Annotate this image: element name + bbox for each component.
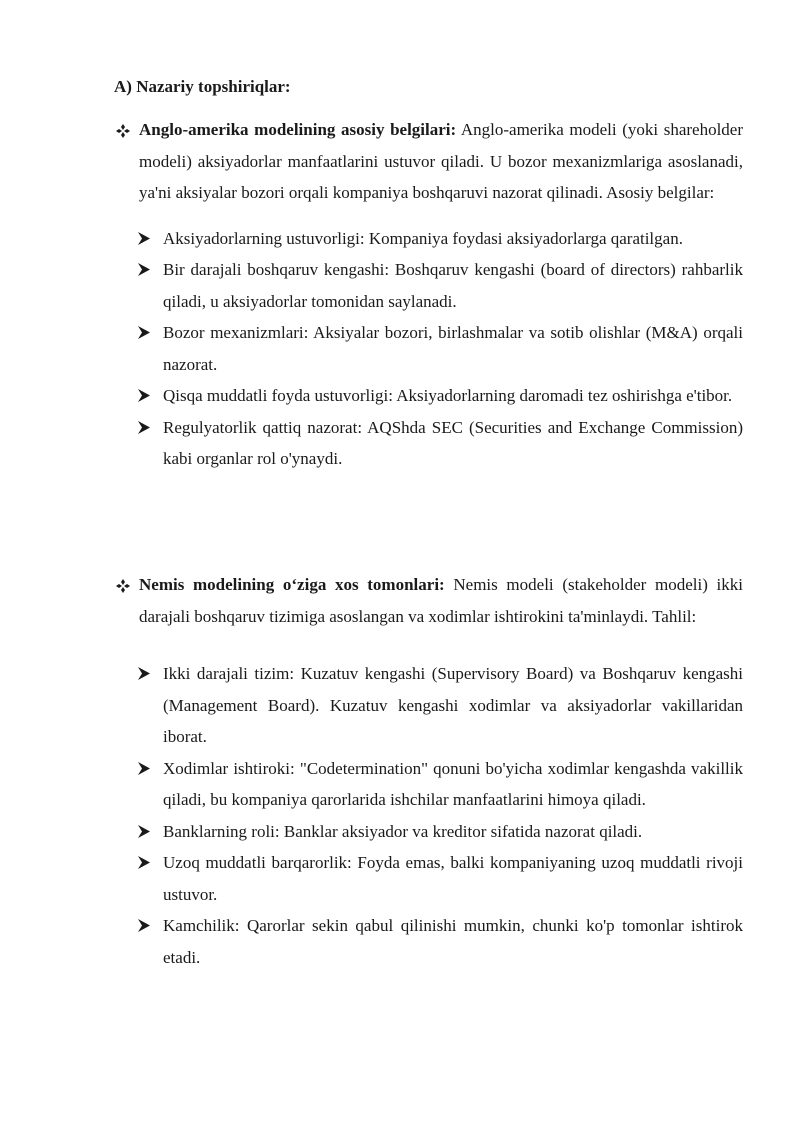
arrowhead-icon (138, 232, 150, 245)
section-paragraph (114, 114, 743, 209)
list-item (114, 380, 743, 412)
arrowhead-icon (138, 667, 150, 680)
list-item-text: Aksiyadorlarning ustuvorligi: Kompaniya foydasi aksiyadorlarga qaratilgan. (163, 228, 683, 248)
list-item-text: Bir darajali boshqaruv kengashi: Boshqaruv kengashi (board of directors) rahbarlik qiladi, u aksiyadorlar tomonidan saylanadi. (163, 260, 743, 311)
list-item (114, 816, 743, 848)
bullet-list (114, 658, 743, 973)
diamond-cluster-icon (116, 579, 130, 593)
arrowhead-icon (138, 825, 150, 838)
list-item-text: Xodimlar ishtiroki: "Codetermination" qonuni bo'yicha xodimlar kengashda vakillik qiladi, bu kompaniya qarorlarida ishchilar manfaatlarini himoya qiladi. (163, 758, 743, 809)
list-item (114, 753, 743, 816)
arrowhead-icon (138, 856, 150, 869)
section-paragraph (114, 569, 743, 632)
list-item (114, 910, 743, 973)
arrowhead-icon (138, 263, 150, 276)
list-item (114, 254, 743, 317)
list-item (114, 847, 743, 910)
arrowhead-icon (138, 326, 150, 339)
section-title: Nemis modelining o‘ziga xos tomonlari: (139, 575, 445, 594)
section-intro-text: Anglo-amerika modeli (yoki shareholder modeli) aksiyadorlar manfaatlarini ustuvor qiladi. U bozor mexanizmlariga asoslanadi, ya'ni aksiyalar bozori orqali kompaniya boshqaruvi nazorat qilinadi. Asosiy belgilar: (139, 120, 743, 202)
list-item (114, 658, 743, 753)
arrowhead-icon (138, 919, 150, 932)
section-german (114, 569, 743, 973)
section-title: Anglo-amerika modelining asosiy belgilari: (139, 120, 457, 139)
diamond-cluster-icon (116, 124, 130, 138)
section-anglo-american (114, 114, 743, 475)
list-item-text: Uzoq muddatli barqarorlik: Foyda emas, balki kompaniyaning uzoq muddatli rivoji ustuvor. (163, 853, 743, 904)
section-intro-text: Nemis modeli (stakeholder modeli) ikki darajali boshqaruv tizimiga asoslangan va xodimlar ishtirokini ta'minlaydi. Tahlil: (139, 575, 743, 626)
bullet-list (114, 223, 743, 475)
arrowhead-icon (138, 389, 150, 402)
list-item-text: Ikki darajali tizim: Kuzatuv kengashi (Supervisory Board) va Boshqaruv kengashi (Management Board). Kuzatuv kengashi xodimlar va aksiyadorlar vakillaridan iborat. (163, 664, 743, 746)
list-item-text: Bozor mexanizmlari: Aksiyalar bozori, birlashmalar va sotib olishlar (M&A) orqali nazorat. (163, 323, 743, 374)
arrowhead-icon (138, 421, 150, 434)
list-item-text: Banklarning roli: Banklar aksiyador va kreditor sifatida nazorat qiladi. (163, 821, 643, 841)
list-item-text: Regulyatorlik qattiq nazorat: AQShda SEC (Securities and Exchange Commission) kabi organlar rol o'ynaydi. (163, 417, 743, 468)
list-item (114, 223, 743, 255)
list-item-text: Kamchilik: Qarorlar sekin qabul qilinishi mumkin, chunki ko'p tomonlar ishtirok etadi. (163, 916, 743, 967)
list-item-text: Qisqa muddatli foyda ustuvorligi: Aksiyadorlarning daromadi tez oshirishga e'tibor. (163, 386, 733, 405)
list-item (114, 412, 743, 475)
page-heading: A) Nazariy topshiriqlar: (114, 77, 291, 96)
list-item (114, 317, 743, 380)
arrowhead-icon (138, 762, 150, 775)
